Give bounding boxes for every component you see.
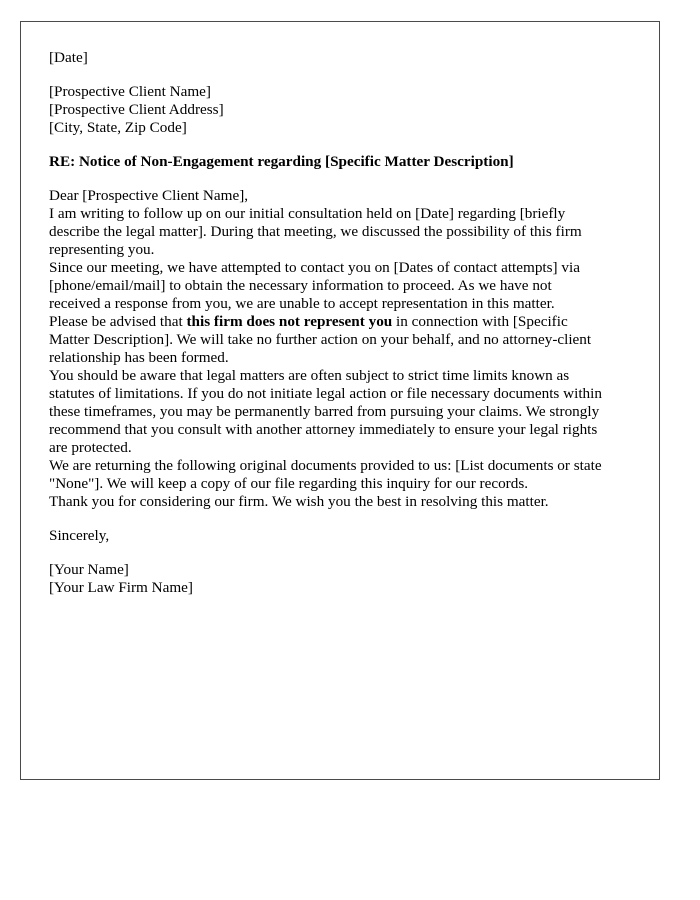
paragraph-line: Thank you for considering our firm. We wish you the best in resolving this matter.	[49, 493, 549, 510]
paragraph-thank-you	[49, 493, 639, 511]
recipient-name: [Prospective Client Name]	[49, 83, 211, 100]
salutation: Dear [Prospective Client Name],	[49, 187, 249, 204]
date-line	[49, 49, 639, 67]
recipient-address: [Prospective Client Address]	[49, 101, 224, 118]
signature-block	[49, 561, 639, 597]
paragraph-line: these timeframes, you may be permanently barred from pursuing your claims. We strongly	[49, 403, 600, 420]
paragraph-line: I am writing to follow up on our initial consultation held on [Date] regarding [briefly	[49, 205, 566, 222]
non-representation-emphasis: this firm does not represent you	[186, 313, 393, 330]
advisory-continuation: in connection with [Specific	[392, 313, 568, 330]
paragraph-non-representation	[49, 313, 639, 367]
paragraph-line: relationship has been formed.	[49, 349, 229, 366]
recipient-block	[49, 83, 639, 137]
paragraph-line: are protected.	[49, 439, 132, 456]
paragraph-contact-attempts	[49, 259, 639, 313]
paragraph-line	[49, 313, 639, 331]
paragraph-line: [phone/email/mail] to obtain the necessary information to proceed. As we have not	[49, 277, 552, 294]
paragraph-statute-of-limitations	[49, 367, 639, 457]
paragraph-documents	[49, 457, 639, 493]
paragraph-line: We are returning the following original documents provided to us: [List documents or state	[49, 457, 602, 474]
paragraph-line: You should be aware that legal matters are often subject to strict time limits known as	[49, 367, 570, 384]
closing: Sincerely,	[49, 527, 110, 544]
salutation-block	[49, 187, 639, 205]
paragraph-line: "None"]. We will keep a copy of our file regarding this inquiry for our records.	[49, 475, 529, 492]
paragraph-line: describe the legal matter]. During that meeting, we discussed the possibility of this firm	[49, 223, 582, 240]
paragraph-line: representing you.	[49, 241, 155, 258]
closing-block	[49, 527, 639, 545]
paragraph-line: statutes of limitations. If you do not initiate legal action or file necessary documents within	[49, 385, 602, 402]
subject-block	[49, 153, 639, 171]
subject-line: RE: Notice of Non-Engagement regarding [Specific Matter Description]	[49, 153, 514, 170]
signature-name: [Your Name]	[49, 561, 129, 578]
advisory-intro: Please be advised that	[49, 313, 187, 330]
paragraph-consultation	[49, 205, 639, 259]
letter-body	[49, 49, 639, 597]
paragraph-line: received a response from you, we are unable to accept representation in this matter.	[49, 295, 555, 312]
letter-date: [Date]	[49, 49, 88, 66]
paragraph-line: Matter Description]. We will take no further action on your behalf, and no attorney-client	[49, 331, 592, 348]
letter-page	[20, 21, 660, 780]
signature-firm: [Your Law Firm Name]	[49, 579, 193, 596]
paragraph-line: Since our meeting, we have attempted to contact you on [Dates of contact attempts] via	[49, 259, 580, 276]
paragraph-line: recommend that you consult with another attorney immediately to ensure your legal rights	[49, 421, 598, 438]
recipient-city-state-zip: [City, State, Zip Code]	[49, 119, 187, 136]
